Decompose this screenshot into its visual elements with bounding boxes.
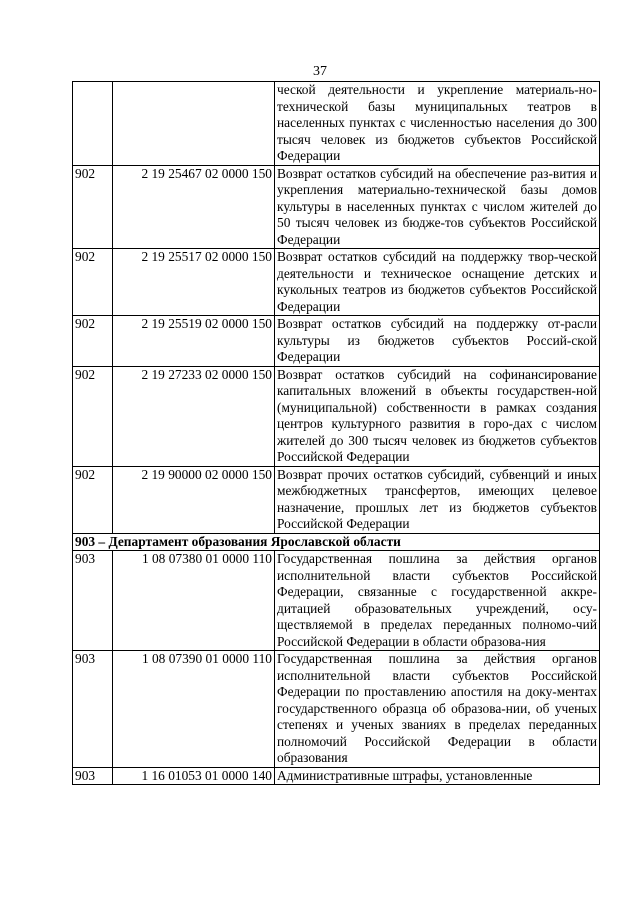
description-cell: Государственная пошлина за действия органов исполнительной власти субъектов Российской Федерации по проставлению апостиля на доку-ментах государственного образца об образова-нии, об ученых степенях и ученых званиях в пределах переданных полномочий Российской Федерации в области образования xyxy=(275,651,600,768)
revenue-code-cell: 2 19 90000 02 0000 150 xyxy=(113,466,275,533)
admin-code-cell: 902 xyxy=(73,249,113,316)
revenue-code-cell: 2 19 27233 02 0000 150 xyxy=(113,366,275,466)
table-row xyxy=(73,366,600,466)
revenue-code-cell: 2 19 25467 02 0000 150 xyxy=(113,165,275,249)
admin-code-cell: 903 xyxy=(73,767,113,785)
table-row xyxy=(73,165,600,249)
table-body xyxy=(73,82,600,785)
revenue-code-cell xyxy=(113,82,275,166)
page-number: 37 xyxy=(313,64,327,79)
revenue-code-cell: 2 19 25517 02 0000 150 xyxy=(113,249,275,316)
description-cell: Возврат остатков субсидий на обеспечение раз-вития и укрепления материально-технической базы домов культуры в населенных пунктах с числом жителей до 50 тысяч человек из бюдже-тов субъектов Российской Федерации xyxy=(275,165,600,249)
table-row xyxy=(73,466,600,533)
admin-code-cell xyxy=(73,82,113,166)
table-row xyxy=(73,249,600,316)
description-cell: Административные штрафы, установленные xyxy=(275,767,600,785)
table-row xyxy=(73,651,600,768)
description-cell: Возврат остатков субсидий на поддержку твор-ческой деятельности и техническое оснащение детских и кукольных театров из бюджетов субъектов Российской Федерации xyxy=(275,249,600,316)
admin-code-cell: 902 xyxy=(73,366,113,466)
revenue-code-cell: 1 08 07390 01 0000 110 xyxy=(113,651,275,768)
description-cell: Возврат прочих остатков субсидий, субвенций и иных межбюджетных трансфертов, имеющих целевое назначение, прошлых лет из бюджетов субъектов Российской Федерации xyxy=(275,466,600,533)
table-row xyxy=(73,316,600,367)
table-row xyxy=(73,767,600,785)
admin-code-cell: 903 xyxy=(73,651,113,768)
admin-code-cell: 903 xyxy=(73,551,113,651)
admin-code-cell: 902 xyxy=(73,466,113,533)
description-cell: Возврат остатков субсидий на софинансирование капитальных вложений в объекты государствен-ной (муниципальной) собственности в рамках создания центров культурного развития в горо-дах с числом жителей до 300 тысяч человек из бюджетов субъектов Российской Федерации xyxy=(275,366,600,466)
section-title: 903 – Департамент образования Ярославской области xyxy=(73,533,600,551)
description-cell: Государственная пошлина за действия органов исполнительной власти субъектов Российской Федерации, связанные с государственной аккре-дитацией образовательных учреждений, осу-ществляемой в пределах переданных полномо-чий Российской Федерации в области образова-ния xyxy=(275,551,600,651)
description-cell: Возврат остатков субсидий на поддержку от-расли культуры из бюджетов субъектов Россий-ской Федерации xyxy=(275,316,600,367)
admin-code-cell: 902 xyxy=(73,165,113,249)
revenue-code-cell: 1 16 01053 01 0000 140 xyxy=(113,767,275,785)
revenue-code-cell: 2 19 25519 02 0000 150 xyxy=(113,316,275,367)
table-row xyxy=(73,551,600,651)
revenue-codes-table xyxy=(72,81,600,785)
admin-code-cell: 902 xyxy=(73,316,113,367)
section-header-row xyxy=(73,533,600,551)
revenue-code-cell: 1 08 07380 01 0000 110 xyxy=(113,551,275,651)
table-row xyxy=(73,82,600,166)
description-cell: ческой деятельности и укрепление материаль-но-технической базы муниципальных театров в населенных пунктах с численностью населения до 300 тысяч человек из бюджетов субъектов Российской Федерации xyxy=(275,82,600,166)
